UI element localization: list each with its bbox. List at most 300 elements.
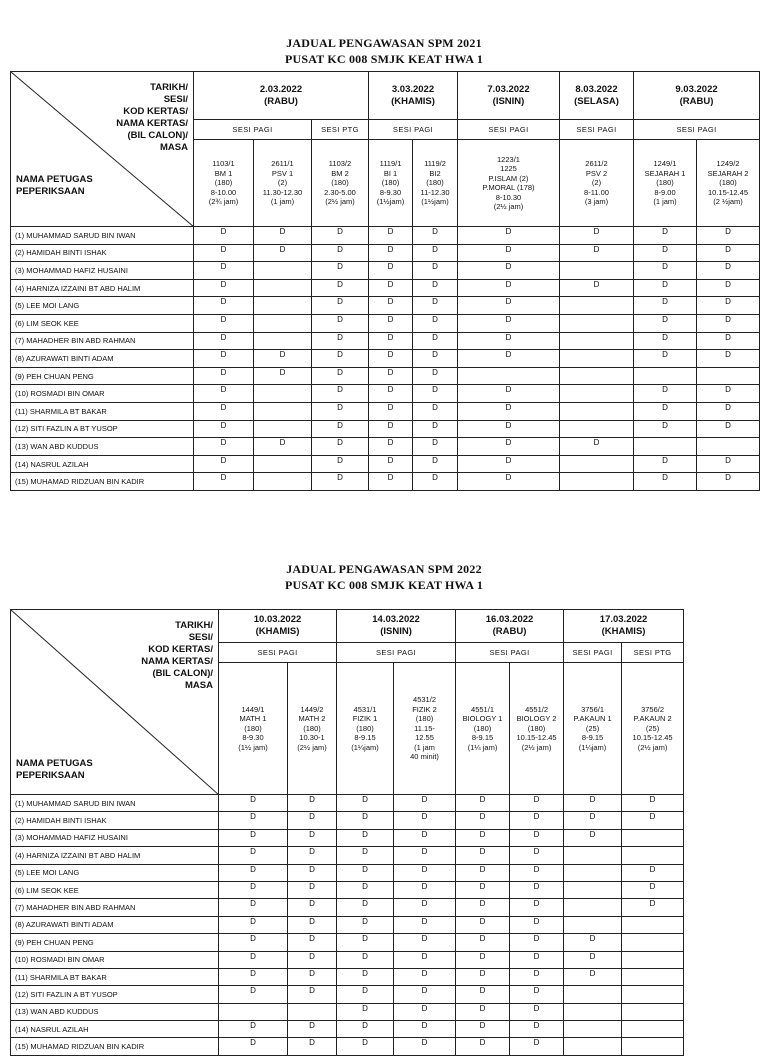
paper-detail: BM 1 bbox=[214, 168, 233, 178]
duty-mark-cell: D bbox=[312, 332, 369, 350]
duty-mark-cell bbox=[634, 367, 697, 385]
duty-mark-cell: D bbox=[337, 881, 394, 898]
duty-mark-cell bbox=[622, 847, 684, 864]
duty-mark-cell: D bbox=[219, 934, 288, 951]
duty-mark-cell: D bbox=[369, 438, 413, 456]
duty-mark-cell: D bbox=[312, 385, 369, 403]
duty-mark-cell: D bbox=[564, 934, 622, 951]
paper-detail: 4551/2 bbox=[525, 704, 549, 714]
duty-mark-cell bbox=[560, 473, 634, 491]
exam-date-cell bbox=[564, 610, 684, 643]
duty-mark-cell: D bbox=[413, 402, 458, 420]
invigilator-name: (2) HAMIDAH BINTI ISHAK bbox=[11, 244, 194, 262]
invigilator-row bbox=[11, 420, 760, 438]
invigilator-row bbox=[11, 438, 760, 456]
exam-date: 10.03.2022 bbox=[253, 614, 302, 625]
duty-mark-cell: D bbox=[560, 279, 634, 297]
paper-detail: (180) bbox=[303, 723, 321, 733]
duty-mark-cell: D bbox=[288, 795, 337, 812]
paper-detail: (2) bbox=[591, 178, 602, 188]
invigilator-name: (8) AZURAWATI BINTI ADAM bbox=[11, 350, 194, 368]
exam-date-cell bbox=[458, 72, 560, 120]
duty-mark-cell bbox=[564, 847, 622, 864]
duty-mark-cell: D bbox=[312, 473, 369, 491]
duty-mark-cell: D bbox=[369, 262, 413, 280]
duty-mark-cell: D bbox=[394, 951, 456, 968]
column-header-line: KOD KERTAS/ bbox=[148, 644, 213, 655]
session-label: SESI PAGI bbox=[337, 643, 456, 663]
schedule-2022-title: JADUAL PENGAWASAN SPM 2022 bbox=[286, 562, 482, 576]
column-header-label bbox=[141, 620, 213, 692]
paper-detail: (1½ jam) bbox=[238, 742, 268, 752]
duty-mark-cell: D bbox=[456, 951, 510, 968]
duty-mark-cell bbox=[254, 420, 312, 438]
invigilator-name: (14) NASRUL AZILAH bbox=[11, 455, 194, 473]
duty-mark-cell: D bbox=[312, 350, 369, 368]
duty-mark-cell: D bbox=[369, 314, 413, 332]
invigilator-name: (6) LIM SEOK KEE bbox=[11, 314, 194, 332]
duty-mark-cell: D bbox=[564, 812, 622, 829]
duty-mark-cell: D bbox=[458, 438, 560, 456]
duty-mark-cell: D bbox=[369, 385, 413, 403]
invigilator-name: (5) LEE MOI LANG bbox=[11, 864, 219, 881]
invigilator-name: (5) LEE MOI LANG bbox=[11, 297, 194, 315]
invigilator-row bbox=[11, 279, 760, 297]
duty-mark-cell: D bbox=[456, 1038, 510, 1055]
exam-date-cell bbox=[337, 610, 456, 643]
duty-mark-cell: D bbox=[458, 332, 560, 350]
column-header-line: (BIL CALON)/ bbox=[152, 668, 213, 679]
paper-detail: FIZIK 2 bbox=[412, 704, 437, 714]
paper-detail: (3 jam) bbox=[584, 197, 609, 207]
duty-mark-cell: D bbox=[458, 385, 560, 403]
duty-mark-cell: D bbox=[194, 227, 254, 245]
schedule-2021-subtitle: PUSAT KC 008 SMJK KEAT HWA 1 bbox=[284, 52, 484, 66]
row-header-label bbox=[16, 174, 93, 198]
invigilator-name: (1) MUHAMMAD SARUD BIN IWAN bbox=[11, 227, 194, 245]
duty-mark-cell: D bbox=[394, 795, 456, 812]
duty-mark-cell: D bbox=[510, 916, 564, 933]
invigilator-row bbox=[11, 227, 760, 245]
duty-mark-cell: D bbox=[697, 262, 760, 280]
schedule-2022-subtitle: PUSAT KC 008 SMJK KEAT HWA 1 bbox=[284, 578, 484, 592]
paper-detail: BI2 bbox=[429, 168, 441, 178]
duty-mark-cell: D bbox=[456, 829, 510, 846]
duty-mark-cell: D bbox=[634, 332, 697, 350]
duty-mark-cell bbox=[622, 1038, 684, 1055]
duty-mark-cell bbox=[697, 367, 760, 385]
duty-mark-cell: D bbox=[337, 812, 394, 829]
paper-cell bbox=[413, 140, 458, 227]
exam-day: (ISNIN) bbox=[380, 626, 412, 637]
duty-mark-cell: D bbox=[394, 986, 456, 1003]
paper-detail: (1 jam) bbox=[653, 197, 677, 207]
exam-day: (ISNIN) bbox=[492, 95, 525, 107]
invigilator-name: (1) MUHAMMAD SARUD BIN IWAN bbox=[11, 795, 219, 812]
duty-mark-cell: D bbox=[413, 244, 458, 262]
exam-day: (RABU) bbox=[492, 626, 527, 637]
duty-mark-cell: D bbox=[697, 473, 760, 491]
duty-mark-cell bbox=[254, 279, 312, 297]
paper-detail: 8-9.15 bbox=[354, 733, 376, 743]
duty-mark-cell: D bbox=[458, 262, 560, 280]
duty-mark-cell: D bbox=[413, 385, 458, 403]
duty-mark-cell: D bbox=[634, 262, 697, 280]
invigilator-name: (10) ROSMADI BIN OMAR bbox=[11, 385, 194, 403]
duty-mark-cell: D bbox=[510, 899, 564, 916]
duty-mark-cell: D bbox=[288, 881, 337, 898]
duty-mark-cell: D bbox=[510, 812, 564, 829]
duty-mark-cell: D bbox=[458, 350, 560, 368]
duty-mark-cell: D bbox=[219, 986, 288, 1003]
duty-mark-cell: D bbox=[394, 881, 456, 898]
duty-mark-cell: D bbox=[288, 864, 337, 881]
duty-mark-cell: D bbox=[337, 847, 394, 864]
invigilator-row bbox=[11, 847, 684, 864]
duty-mark-cell: D bbox=[697, 227, 760, 245]
paper-detail: 1249/1 bbox=[653, 159, 677, 169]
invigilator-row bbox=[11, 244, 760, 262]
duty-mark-cell: D bbox=[288, 968, 337, 985]
paper-detail: 8-9.15 bbox=[471, 733, 494, 743]
duty-mark-cell: D bbox=[219, 864, 288, 881]
duty-mark-cell: D bbox=[456, 847, 510, 864]
duty-mark-cell: D bbox=[413, 262, 458, 280]
paper-detail: 1449/1 bbox=[241, 704, 265, 714]
duty-mark-cell: D bbox=[369, 244, 413, 262]
duty-mark-cell: D bbox=[697, 385, 760, 403]
duty-mark-cell: D bbox=[510, 864, 564, 881]
paper-detail: BIOLOGY 2 bbox=[516, 714, 557, 724]
duty-mark-cell: D bbox=[194, 367, 254, 385]
exam-date-cell bbox=[634, 72, 760, 120]
duty-mark-cell: D bbox=[254, 438, 312, 456]
exam-date: 17.03.2022 bbox=[599, 614, 648, 625]
invigilator-row bbox=[11, 473, 760, 491]
column-header-line: (BIL CALON)/ bbox=[127, 130, 188, 141]
duty-mark-cell: D bbox=[254, 227, 312, 245]
duty-mark-cell: D bbox=[510, 829, 564, 846]
schedule-2021-title: JADUAL PENGAWASAN SPM 2021 bbox=[286, 36, 482, 50]
paper-detail: (1¼jam) bbox=[578, 742, 607, 752]
duty-mark-cell: D bbox=[510, 934, 564, 951]
duty-mark-cell: D bbox=[194, 244, 254, 262]
paper-detail: 10.15-12.45 bbox=[516, 733, 557, 743]
duty-mark-cell: D bbox=[369, 297, 413, 315]
paper-detail: P.AKAUN 1 bbox=[573, 714, 612, 724]
duty-mark-cell: D bbox=[369, 455, 413, 473]
duty-mark-cell bbox=[458, 367, 560, 385]
paper-detail: (2¾ jam) bbox=[208, 197, 239, 207]
duty-mark-cell bbox=[254, 314, 312, 332]
duty-mark-cell: D bbox=[337, 1003, 394, 1020]
duty-mark-cell: D bbox=[634, 455, 697, 473]
paper-detail: 1225 bbox=[500, 164, 517, 173]
duty-mark-cell: D bbox=[394, 934, 456, 951]
duty-mark-cell: D bbox=[510, 968, 564, 985]
duty-mark-cell: D bbox=[413, 314, 458, 332]
duty-mark-cell: D bbox=[288, 899, 337, 916]
duty-mark-cell: D bbox=[458, 455, 560, 473]
duty-mark-cell: D bbox=[337, 951, 394, 968]
paper-detail: 8-9.15 bbox=[581, 733, 604, 743]
paper-detail: 4551/1 bbox=[471, 704, 494, 714]
paper-detail: SEJARAH 2 bbox=[707, 168, 749, 178]
duty-mark-cell: D bbox=[560, 438, 634, 456]
paper-detail: 11.15- bbox=[414, 723, 435, 733]
duty-mark-cell: D bbox=[337, 1021, 394, 1038]
duty-mark-cell: D bbox=[194, 420, 254, 438]
duty-mark-cell: D bbox=[456, 881, 510, 898]
paper-detail: 2611/2 bbox=[585, 159, 608, 169]
duty-mark-cell: D bbox=[394, 1038, 456, 1055]
duty-mark-cell: D bbox=[413, 367, 458, 385]
duty-mark-cell: D bbox=[413, 438, 458, 456]
duty-mark-cell: D bbox=[337, 986, 394, 1003]
schedule-2022-table bbox=[10, 609, 684, 1056]
invigilator-name: (12) SITI FAZLIN A BT YUSOP bbox=[11, 420, 194, 438]
duty-mark-cell: D bbox=[194, 262, 254, 280]
paper-detail: 1103/1 bbox=[212, 159, 235, 169]
duty-mark-cell: D bbox=[510, 881, 564, 898]
duty-mark-cell bbox=[622, 951, 684, 968]
invigilator-name: (9) PEH CHUAN PENG bbox=[11, 934, 219, 951]
duty-mark-cell bbox=[564, 1038, 622, 1055]
duty-mark-cell: D bbox=[458, 244, 560, 262]
exam-day: (KHAMIS) bbox=[391, 95, 435, 107]
exam-day: (KHAMIS) bbox=[255, 626, 300, 637]
duty-mark-cell: D bbox=[288, 812, 337, 829]
schedule-2021-table bbox=[10, 71, 760, 491]
paper-detail: 11.30-12.30 bbox=[262, 187, 303, 197]
invigilator-row bbox=[11, 795, 684, 812]
duty-mark-cell: D bbox=[456, 899, 510, 916]
duty-mark-cell bbox=[254, 473, 312, 491]
corner-header-cell bbox=[11, 72, 194, 227]
paper-detail: (25) bbox=[645, 723, 660, 733]
duty-mark-cell: D bbox=[456, 864, 510, 881]
paper-detail: (180) bbox=[381, 178, 400, 188]
column-header-line: SESI/ bbox=[163, 94, 188, 105]
duty-mark-cell: D bbox=[254, 367, 312, 385]
duty-mark-cell: D bbox=[369, 227, 413, 245]
duty-mark-cell bbox=[254, 332, 312, 350]
duty-mark-cell bbox=[622, 934, 684, 951]
duty-mark-cell: D bbox=[564, 829, 622, 846]
invigilator-row bbox=[11, 385, 760, 403]
duty-mark-cell: D bbox=[510, 795, 564, 812]
duty-mark-cell: D bbox=[369, 332, 413, 350]
duty-mark-cell: D bbox=[288, 829, 337, 846]
paper-detail: 1119/2 bbox=[424, 159, 446, 169]
duty-mark-cell bbox=[560, 402, 634, 420]
duty-mark-cell: D bbox=[560, 227, 634, 245]
duty-mark-cell: D bbox=[369, 402, 413, 420]
duty-mark-cell: D bbox=[312, 438, 369, 456]
exam-date: 3.03.2022 bbox=[391, 83, 435, 95]
invigilator-name: (13) WAN ABD KUDDUS bbox=[11, 438, 194, 456]
duty-mark-cell bbox=[560, 314, 634, 332]
invigilator-name: (7) MAHADHER BIN ABD RAHMAN bbox=[11, 332, 194, 350]
duty-mark-cell bbox=[564, 986, 622, 1003]
paper-cell bbox=[254, 140, 312, 227]
duty-mark-cell: D bbox=[564, 795, 622, 812]
duty-mark-cell: D bbox=[697, 420, 760, 438]
duty-mark-cell: D bbox=[458, 473, 560, 491]
duty-mark-cell: D bbox=[394, 899, 456, 916]
paper-detail: (2½ jam) bbox=[297, 742, 327, 752]
duty-mark-cell: D bbox=[194, 385, 254, 403]
column-header-line: NAMA KERTAS/ bbox=[116, 118, 188, 129]
invigilator-name: (9) PEH CHUAN PENG bbox=[11, 367, 194, 385]
invigilator-name: (10) ROSMADI BIN OMAR bbox=[11, 951, 219, 968]
row-header-label bbox=[16, 758, 93, 782]
duty-mark-cell: D bbox=[456, 812, 510, 829]
duty-mark-cell: D bbox=[219, 899, 288, 916]
duty-mark-cell: D bbox=[634, 385, 697, 403]
invigilator-row bbox=[11, 332, 760, 350]
duty-mark-cell bbox=[622, 1021, 684, 1038]
column-header-line: MASA bbox=[185, 680, 213, 691]
duty-mark-cell: D bbox=[369, 279, 413, 297]
duty-mark-cell: D bbox=[219, 829, 288, 846]
duty-mark-cell: D bbox=[394, 829, 456, 846]
duty-mark-cell: D bbox=[458, 279, 560, 297]
duty-mark-cell: D bbox=[288, 986, 337, 1003]
duty-mark-cell: D bbox=[194, 314, 254, 332]
session-label: SESI PAGI bbox=[219, 643, 337, 663]
invigilator-name: (2) HAMIDAH BINTI ISHAK bbox=[11, 812, 219, 829]
duty-mark-cell: D bbox=[194, 473, 254, 491]
paper-cell bbox=[622, 663, 684, 795]
duty-mark-cell bbox=[560, 455, 634, 473]
invigilator-row bbox=[11, 881, 684, 898]
paper-detail: 1223/1 bbox=[497, 154, 520, 164]
duty-mark-cell: D bbox=[697, 297, 760, 315]
row-header-line: NAMA PETUGAS bbox=[16, 174, 93, 185]
paper-detail: 11-12.30 bbox=[420, 187, 450, 197]
duty-mark-cell: D bbox=[288, 1038, 337, 1055]
invigilator-row bbox=[11, 1021, 684, 1038]
paper-detail: (1¼ jam) bbox=[467, 742, 498, 752]
paper-detail: 2611/1 bbox=[271, 159, 294, 169]
invigilator-name: (7) MAHADHER BIN ABD RAHMAN bbox=[11, 899, 219, 916]
duty-mark-cell: D bbox=[634, 314, 697, 332]
session-label: SESI PAGI bbox=[564, 643, 622, 663]
duty-mark-cell: D bbox=[337, 899, 394, 916]
paper-detail: 2.30-5.00 bbox=[324, 187, 356, 197]
duty-mark-cell: D bbox=[219, 1021, 288, 1038]
duty-mark-cell: D bbox=[458, 297, 560, 315]
paper-detail: (180) bbox=[473, 723, 492, 733]
row-header-line: NAMA PETUGAS bbox=[16, 758, 93, 769]
invigilator-row bbox=[11, 297, 760, 315]
duty-mark-cell: D bbox=[288, 951, 337, 968]
paper-cell bbox=[510, 663, 564, 795]
paper-detail: 1119/1 bbox=[379, 159, 402, 169]
paper-detail: 8-9.00 bbox=[654, 187, 676, 197]
exam-date: 7.03.2022 bbox=[487, 83, 530, 95]
paper-detail: 10.15-12.45 bbox=[632, 733, 673, 743]
invigilator-name: (15) MUHAMAD RIDZUAN BIN KADIR bbox=[11, 473, 194, 491]
invigilator-row bbox=[11, 367, 760, 385]
duty-mark-cell bbox=[622, 1003, 684, 1020]
duty-mark-cell: D bbox=[337, 934, 394, 951]
duty-mark-cell bbox=[622, 916, 684, 933]
duty-mark-cell: D bbox=[312, 314, 369, 332]
duty-mark-cell: D bbox=[194, 332, 254, 350]
session-label: SESI PAGI bbox=[194, 120, 312, 140]
paper-cell bbox=[458, 140, 560, 227]
invigilator-row bbox=[11, 1003, 684, 1020]
duty-mark-cell bbox=[622, 968, 684, 985]
exam-date: 9.03.2022 bbox=[675, 83, 718, 95]
duty-mark-cell: D bbox=[337, 829, 394, 846]
paper-cell bbox=[697, 140, 760, 227]
paper-detail: MATH 1 bbox=[239, 714, 267, 724]
exam-date-cell bbox=[194, 72, 369, 120]
duty-mark-cell bbox=[697, 438, 760, 456]
duty-mark-cell: D bbox=[456, 968, 510, 985]
duty-mark-cell: D bbox=[219, 1038, 288, 1055]
duty-mark-cell: D bbox=[510, 1038, 564, 1055]
column-header-label bbox=[116, 82, 188, 154]
paper-detail: 3756/1 bbox=[581, 704, 605, 714]
duty-mark-cell: D bbox=[394, 916, 456, 933]
invigilator-row bbox=[11, 934, 684, 951]
duty-mark-cell: D bbox=[634, 420, 697, 438]
paper-cell bbox=[194, 140, 254, 227]
invigilator-name: (3) MOHAMMAD HAFIZ HUSAINI bbox=[11, 262, 194, 280]
duty-mark-cell: D bbox=[622, 864, 684, 881]
paper-cell bbox=[288, 663, 337, 795]
paper-detail: (2 ½jam) bbox=[713, 197, 743, 207]
exam-day: (KHAMIS) bbox=[601, 626, 646, 637]
duty-mark-cell: D bbox=[697, 402, 760, 420]
column-header-line: SESI/ bbox=[188, 632, 213, 643]
duty-mark-cell: D bbox=[510, 951, 564, 968]
duty-mark-cell: D bbox=[394, 1021, 456, 1038]
duty-mark-cell: D bbox=[369, 420, 413, 438]
paper-detail: BIOLOGY 1 bbox=[462, 714, 503, 724]
session-label: SESI PAGI bbox=[560, 120, 634, 140]
paper-detail: 40 minit) bbox=[410, 752, 439, 762]
paper-detail: 3756/2 bbox=[641, 704, 665, 714]
paper-detail: P.ISLAM (2) bbox=[488, 173, 529, 183]
paper-detail: (180) bbox=[356, 723, 374, 733]
duty-mark-cell: D bbox=[369, 473, 413, 491]
session-label: SESI PAGI bbox=[634, 120, 760, 140]
duty-mark-cell: D bbox=[458, 227, 560, 245]
duty-mark-cell bbox=[254, 385, 312, 403]
invigilator-name: (15) MUHAMAD RIDZUAN BIN KADIR bbox=[11, 1038, 219, 1055]
invigilator-row bbox=[11, 1038, 684, 1055]
duty-mark-cell: D bbox=[413, 279, 458, 297]
exam-date-cell bbox=[219, 610, 337, 643]
column-header-line: NAMA KERTAS/ bbox=[141, 656, 213, 667]
invigilator-name: (12) SITI FAZLIN A BT YUSOP bbox=[11, 986, 219, 1003]
duty-mark-cell: D bbox=[312, 367, 369, 385]
duty-mark-cell: D bbox=[413, 473, 458, 491]
date-header-row bbox=[11, 610, 684, 643]
paper-detail: BI 1 bbox=[383, 168, 398, 178]
session-label: SESI PAGI bbox=[369, 120, 458, 140]
invigilator-name: (4) HARNIZA IZZAINI BT ABD HALIM bbox=[11, 847, 219, 864]
column-header-line: KOD KERTAS/ bbox=[123, 106, 188, 117]
paper-detail: 10.15-12.45 bbox=[707, 187, 749, 197]
duty-mark-cell: D bbox=[560, 244, 634, 262]
paper-detail: (180) bbox=[415, 714, 434, 724]
